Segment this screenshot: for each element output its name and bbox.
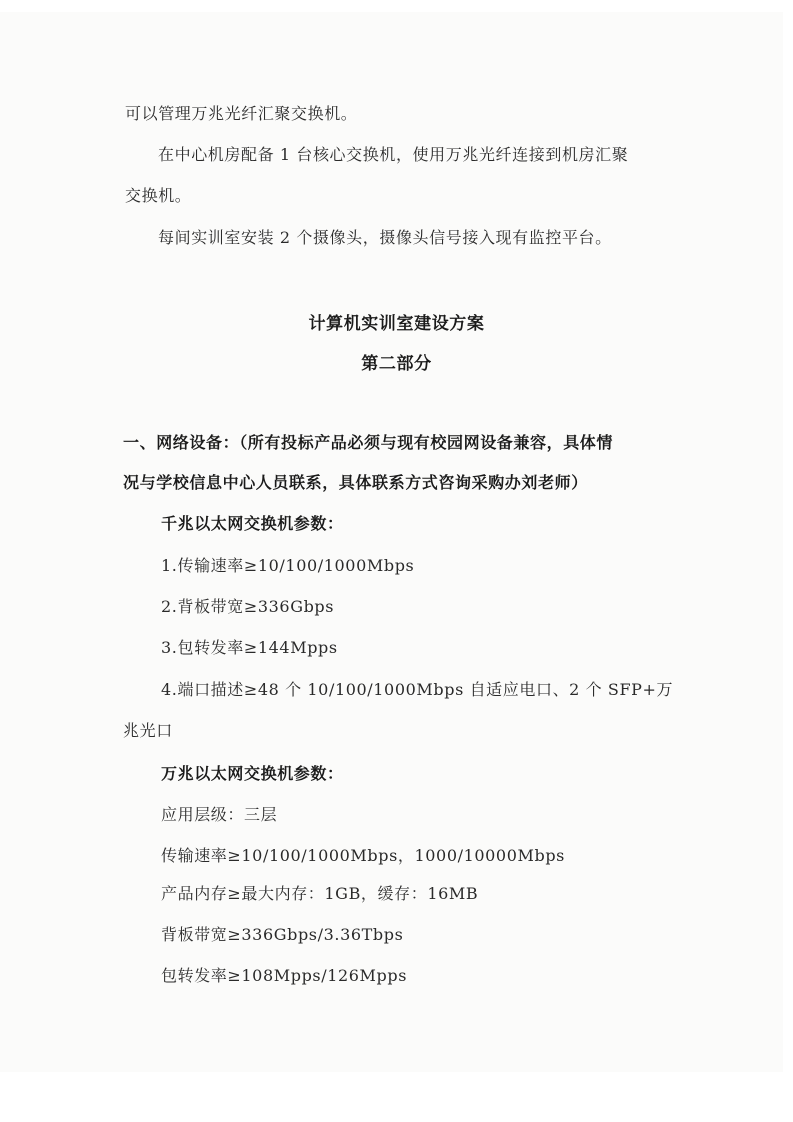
document-subtitle: 第二部分: [361, 354, 432, 374]
paragraph-line: 交换机。: [125, 186, 192, 205]
spec-item: 产品内存≥最大内存：1GB，缓存：16MB: [161, 884, 479, 903]
spec-item: 背板带宽≥336Gbps/3.36Tbps: [161, 925, 404, 944]
tengig-switch-heading: 万兆以太网交换机参数：: [161, 764, 344, 783]
spec-item: 传输速率≥10/100/1000Mbps，1000/10000Mbps: [161, 846, 565, 865]
paragraph-line: 每间实训室安装 2 个摄像头，摄像头信号接入现有监控平台。: [158, 228, 612, 247]
scan-margin-top: [0, 0, 793, 12]
spec-item: 包转发率≥108Mpps/126Mpps: [161, 966, 408, 985]
spec-item: 2.背板带宽≥336Gbps: [161, 597, 335, 616]
spec-item: 应用层级：三层: [161, 805, 278, 824]
paragraph-line: 可以管理万兆光纤汇聚交换机。: [125, 104, 358, 123]
document-title: 计算机实训室建设方案: [308, 314, 485, 334]
spec-item: 1.传输速率≥10/100/1000Mbps: [161, 556, 415, 575]
spec-item: 4.端口描述≥48 个 10/100/1000Mbps 自适应电口、2 个 SFP+万: [161, 680, 674, 699]
section-heading: 一、网络设备：（所有投标产品必须与现有校园网设备兼容，具体情: [123, 433, 614, 452]
spec-item: 兆光口: [123, 721, 173, 740]
paragraph-line: 在中心机房配备 1 台核心交换机，使用万兆光纤连接到机房汇聚: [158, 145, 629, 164]
scan-margin-right: [783, 0, 793, 1122]
gigabit-switch-heading: 千兆以太网交换机参数：: [161, 514, 344, 533]
spec-item: 3.包转发率≥144Mpps: [161, 638, 338, 657]
section-heading: 况与学校信息中心人员联系，具体联系方式咨询采购办刘老师）: [123, 473, 588, 492]
scan-margin-bottom: [0, 1072, 793, 1122]
